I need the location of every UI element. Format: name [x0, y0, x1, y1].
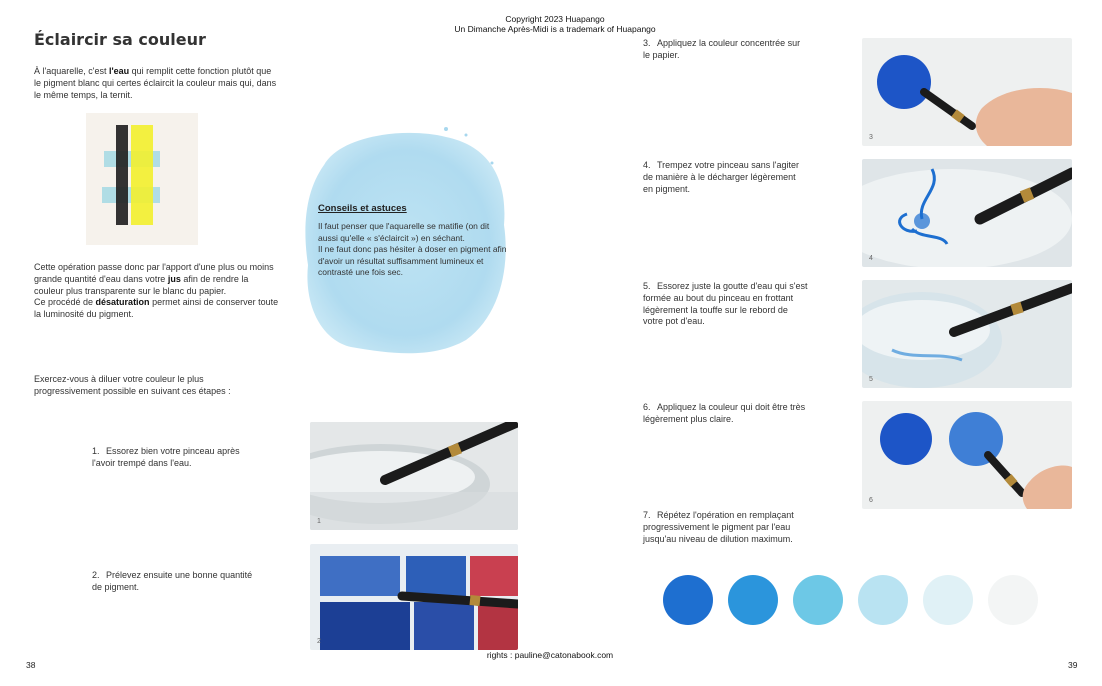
copyright-notice	[420, 14, 690, 34]
step-2-photo	[310, 544, 518, 650]
step-1-photo-label: 1	[317, 518, 321, 525]
dilution-swatch-4	[858, 575, 908, 625]
step-4-photo-label: 4	[869, 255, 873, 262]
tips-title: Conseils et astuces	[318, 203, 407, 214]
step-3-photo	[862, 38, 1072, 146]
step-1-photo	[310, 422, 518, 530]
dilution-swatch-5	[923, 575, 973, 625]
step-6: 6. Appliquez la couleur qui doit être très légèrement plus claire.	[643, 402, 806, 424]
page-number-left: 38	[26, 660, 36, 670]
step-5-photo-label: 5	[869, 376, 873, 383]
step-3-photo-label: 3	[869, 134, 873, 141]
step-5-photo	[862, 280, 1072, 388]
copyright-line-2: Un Dimanche Après-Midi is a trademark of Huapango	[454, 24, 656, 34]
page-number-right: 39	[1068, 660, 1078, 670]
step-4-photo	[862, 159, 1072, 267]
footer-rights: rights : pauline@catonabook.com	[486, 650, 614, 660]
dilution-swatch-6	[988, 575, 1038, 625]
step-2-photo-label: 2	[317, 638, 321, 645]
step-5: 5. Essorez juste la goutte d'eau qui s'est formée au bout du pinceau en frottant légèrement la touffe sur le rebord de votre pot d'eau.	[643, 281, 808, 327]
dilution-swatch-row	[655, 566, 1045, 634]
exercise-intro: Exercez-vous à diluer votre couleur le plus progressivement possible en suivant ces étapes :	[34, 374, 231, 396]
stripes-swatch-illustration	[86, 113, 198, 245]
step-6-photo-label: 6	[869, 497, 873, 504]
step-7: 7. Répétez l'opération en remplaçant progressivement le pigment par l'eau jusqu'au niveau de dilution maximum.	[643, 510, 794, 544]
step-2: 2. Prélevez ensuite une bonne quantité de pigment.	[92, 570, 253, 592]
intro-paragraph: À l'aquarelle, c'est l'eau qui remplit cette fonction plutôt que le pigment blanc qui certes éclaircit la couleur mais qui, dans le même temps, la ternit.	[34, 66, 277, 100]
dilution-swatch-1	[663, 575, 713, 625]
body-paragraph: Cette opération passe donc par l'apport d'une plus ou moins grande quantité d'eau dans votre jus afin de rendre la couleur plus transparente sur le blanc du papier. Ce procédé de désaturation permet ainsi de conserver toute la luminosité du pigment.	[34, 262, 279, 320]
page-title: Éclaircir sa couleur	[34, 30, 206, 49]
tips-text-1: Il faut penser que l'aquarelle se matifie (on dit aussi qu'elle « s'éclaircit ») en séchant.	[318, 221, 490, 243]
step-3: 3. Appliquez la couleur concentrée sur le papier.	[643, 38, 801, 60]
dilution-swatch-2	[728, 575, 778, 625]
tips-text-2: Il ne faut donc pas hésiter à doser en pigment afin d'avoir un résultat suffisamment lumineux et contrasté une fois sec.	[318, 244, 507, 277]
dilution-swatch-3	[793, 575, 843, 625]
step-6-photo	[862, 401, 1072, 509]
copyright-line-1: Copyright 2023 Huapango	[505, 14, 605, 24]
step-1: 1. Essorez bien votre pinceau après l'avoir trempé dans l'eau.	[92, 446, 240, 468]
tips-text	[318, 221, 508, 279]
step-4: 4. Trempez votre pinceau sans l'agiter de manière à le décharger légèrement en pigment.	[643, 160, 799, 194]
